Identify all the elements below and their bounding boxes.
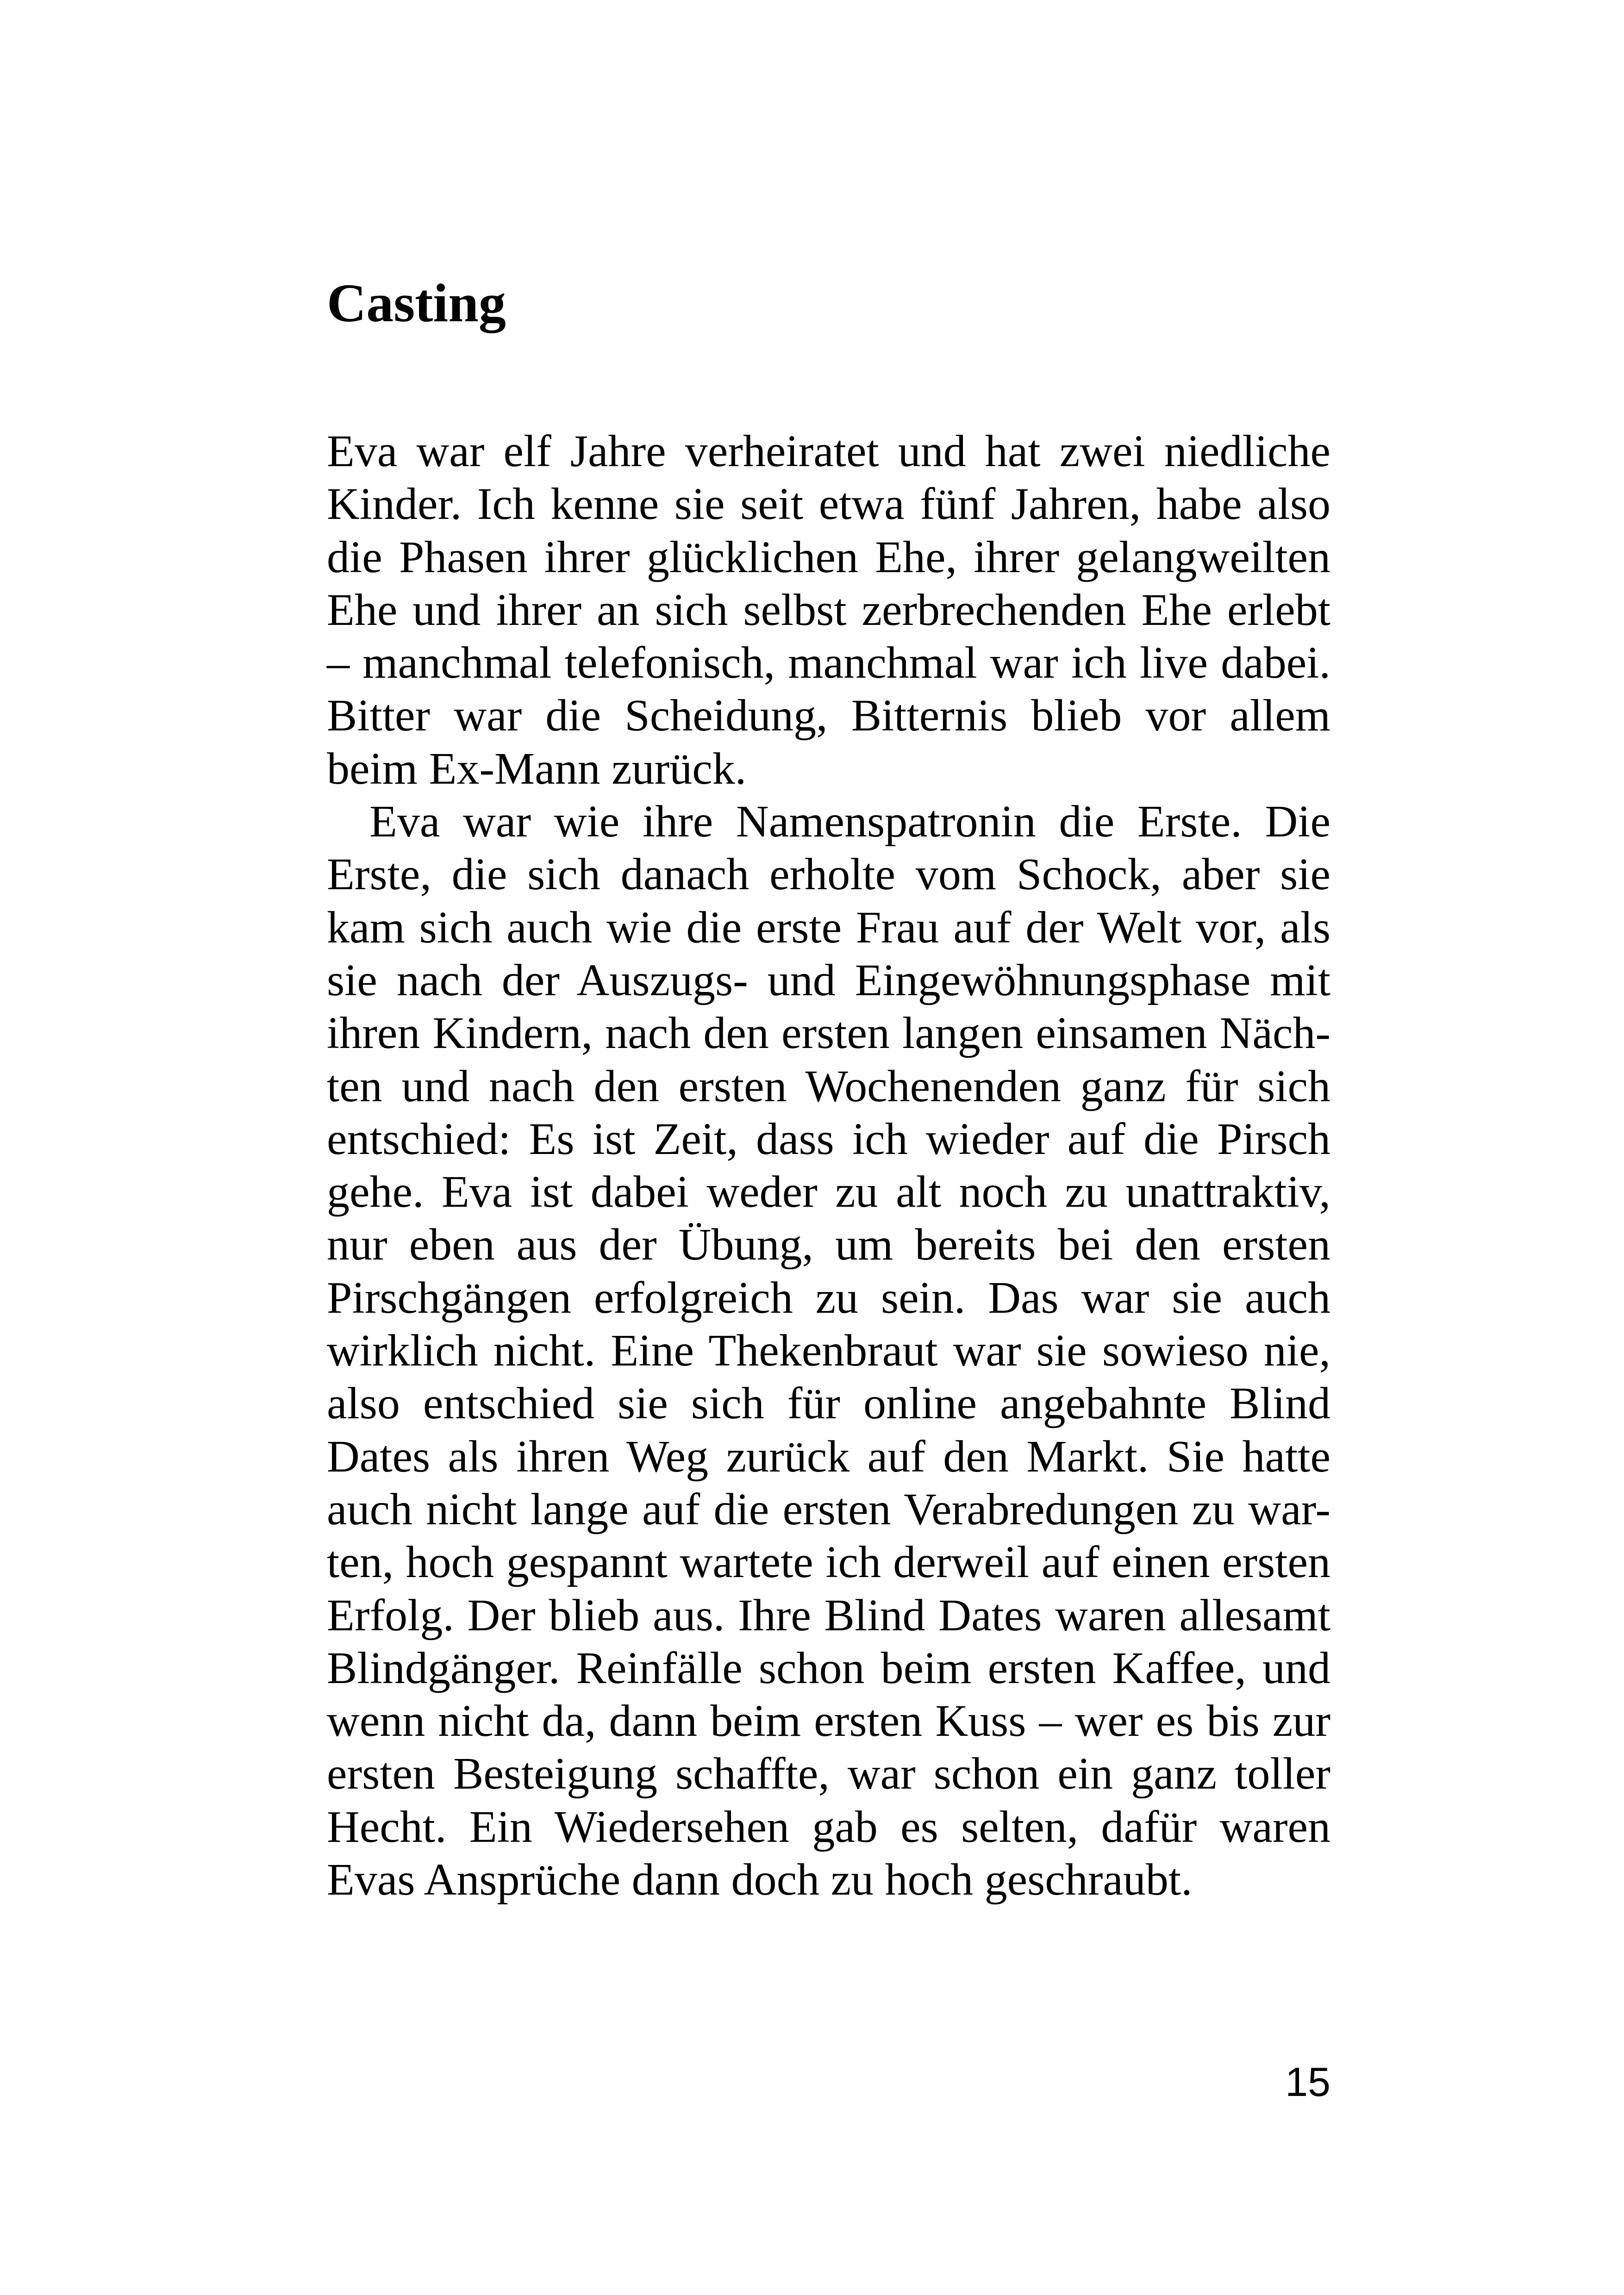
text-line: Bitter war die Scheidung, Bitternis blieb vor allem [327,691,1330,741]
text-line: wenn nicht da, dann beim ersten Kuss – wer es bis zur [327,1696,1330,1746]
text-line: Erfolg. Der blieb aus. Ihre Blind Dates waren allesamt [327,1590,1330,1640]
text-line: gehe. Eva ist dabei weder zu alt noch zu unattraktiv, [327,1167,1330,1217]
text-line: ihren Kindern, nach den ersten langen einsamen Näch- [327,1008,1330,1059]
text-line: ersten Besteigung schaffte, war schon ein ganz toller [327,1749,1330,1799]
text-line: Erste, die sich danach erholte vom Schock, aber sie [327,849,1330,900]
text-line: nur eben aus der Übung, um bereits bei den ersten [327,1220,1330,1270]
text-line: Kinder. Ich kenne sie seit etwa fünf Jahren, habe also [327,479,1330,530]
text-line: wirklich nicht. Eine Thekenbraut war sie sowieso nie, [327,1326,1330,1376]
text-line: beim Ex-Mann zurück. [327,743,747,794]
text-line: auch nicht lange auf die ersten Verabredungen zu war- [327,1484,1330,1534]
chapter-title: Casting [327,273,506,333]
text-line: – manchmal telefonisch, manchmal war ich live dabei. [327,638,1330,688]
text-line: also entschied sie sich für online angebahnte Blind [327,1378,1330,1429]
text-line: ten, hoch gespannt wartete ich derweil auf einen ersten [327,1537,1330,1588]
page-number: 15 [1285,2059,1330,2105]
text-line: Ehe und ihrer an sich selbst zerbrechenden Ehe erlebt [327,585,1330,635]
text-line: Hecht. Ein Wiedersehen gab es selten, dafür waren [327,1802,1330,1852]
text-line: die Phasen ihrer glücklichen Ehe, ihrer gelangweilten [327,532,1330,582]
text-line: entschied: Es ist Zeit, dass ich wieder auf die Pirsch [327,1114,1330,1164]
text-line: Evas Ansprüche dann doch zu hoch geschraubt. [327,1855,1193,1905]
text-line: Dates als ihren Weg zurück auf den Markt. Sie hatte [327,1431,1330,1482]
text-line: Pirschgängen erfolgreich zu sein. Das war sie auch [327,1272,1330,1323]
text-line: ten und nach den ersten Wochenenden ganz für sich [327,1061,1330,1111]
text-line: Blindgänger. Reinfälle schon beim ersten Kaffee, und [327,1643,1330,1693]
text-line: Eva war wie ihre Namenspatronin die Erste. Die [369,797,1330,847]
body-text [327,425,1330,1906]
text-line: Eva war elf Jahre verheiratet und hat zwei niedliche [327,426,1330,476]
text-line: kam sich auch wie die erste Frau auf der Welt vor, als [327,902,1330,953]
text-line: sie nach der Auszugs- und Eingewöhnungsphase mit [327,955,1330,1005]
